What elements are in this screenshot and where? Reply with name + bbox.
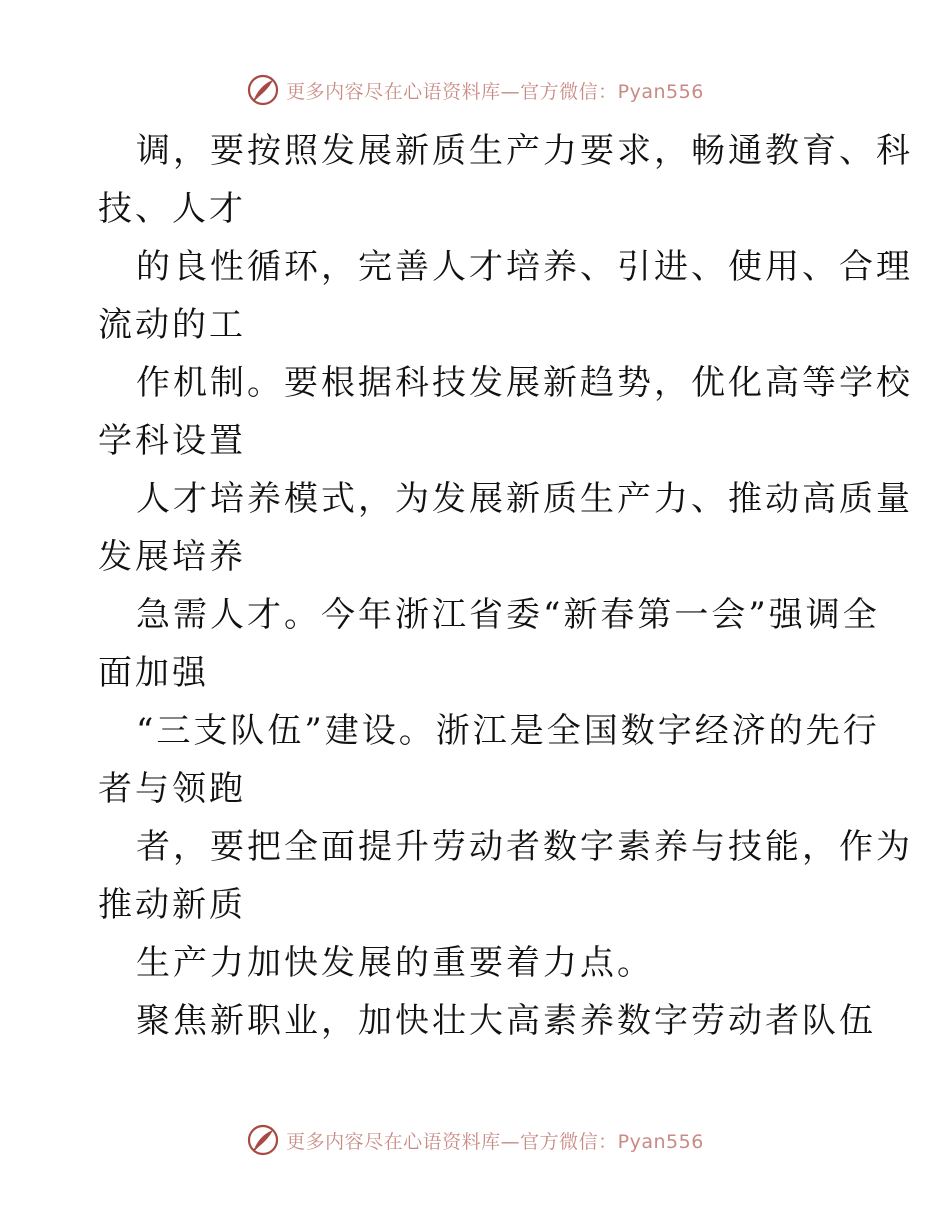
text-line: “三支队伍”建设。浙江是全国数字经济的先行 (136, 711, 880, 751)
text-line: 者与领跑 (98, 769, 246, 809)
text-line: 推动新质 (98, 885, 246, 925)
document-body (98, 122, 913, 1050)
text-line: 聚焦新职业，加快壮大高素养数字劳动者队伍 (136, 1001, 876, 1041)
text-line: 作机制。要根据科技发展新趋势，优化高等学校 (136, 363, 913, 403)
quill-circle-logo-icon (246, 1123, 280, 1157)
text-line: 技、人才 (98, 189, 246, 229)
text-line: 学科设置 (98, 421, 246, 461)
text-line: 的良性循环，完善人才培养、引进、使用、合理 (136, 247, 913, 287)
text-line: 调，要按照发展新质生产力要求，畅通教育、科 (136, 131, 913, 171)
footer-watermark (0, 1120, 950, 1160)
text-line: 流动的工 (98, 305, 246, 345)
watermark-text: 更多内容尽在心语资料库—官方微信：Pyan556 (286, 80, 704, 103)
text-line: 者，要把全面提升劳动者数字素养与技能，作为 (136, 827, 913, 867)
text-line: 面加强 (98, 653, 209, 693)
header-watermark (0, 70, 950, 110)
watermark-text: 更多内容尽在心语资料库—官方微信：Pyan556 (286, 1130, 704, 1153)
text-line: 发展培养 (98, 537, 246, 577)
text-line: 生产力加快发展的重要着力点。 (136, 943, 654, 983)
quill-circle-logo-icon (246, 73, 280, 107)
text-line: 人才培养模式，为发展新质生产力、推动高质量 (136, 479, 913, 519)
text-line: 急需人才。今年浙江省委“新春第一会”强调全 (136, 595, 880, 635)
